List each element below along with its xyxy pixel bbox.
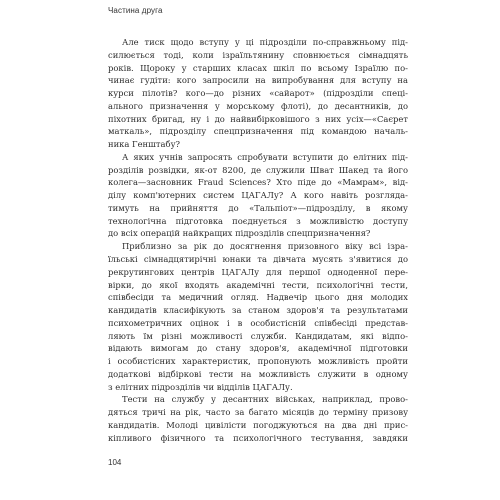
text-line: кандидатів класифікують за станом здоров'я та результатами [108, 305, 408, 316]
text-line: ділу комп'ютерних систем ЦАГАЛу? А кого навіть розгляда- [108, 190, 408, 201]
text-line: маткаль», підрозділу спецпризначення під командою началь- [108, 126, 408, 137]
text-line: А яких учнів запросять спробувати вступити до елітних під- [122, 151, 408, 162]
text-line: вірки, до якої входять академічні тести, психологічні тести, [108, 279, 408, 290]
text-line: колега—засновник Fraud Sciences? Хто піде до «Мамрам», від- [108, 177, 408, 188]
text-line: додаткові відбіркові тести на можливість служити в одному [108, 368, 408, 379]
text-line: піхотних бригад, ну і до найвибірковішого з них усіх—«Саєрет [108, 113, 408, 124]
text-line: курси пілотів? кого—до різних «сайарот» (підрозділи спеці- [108, 88, 408, 99]
text-line: ального призначення у морському флоті), до десантників, до [108, 100, 408, 111]
text-line: кандидатів. Молоді цивілісти погоджуються на два дні прис- [108, 419, 408, 430]
paragraph-1 [108, 36, 408, 151]
text-line: рекрутингових центрів ЦАГАЛу для першої одноденної пере- [108, 266, 408, 277]
running-head: Частина друга [108, 6, 163, 15]
text-line: дяться тричі на рік, часто за багато місяців до терміну призову [108, 407, 408, 418]
text-line: ляють їм різні можливості служби. Кандидатам, які відпо- [108, 330, 408, 341]
paragraph-4 [108, 393, 408, 444]
text-line: Тести на службу у десантних військах, наприклад, прово- [122, 394, 408, 405]
text-line: Але тиск щодо вступу у ці підрозділи по-справжньому під- [122, 37, 408, 47]
body-text [108, 36, 408, 445]
page-number: 104 [108, 458, 122, 467]
text-line: кіпливого фізичного та психологічного тестування, завдяки [108, 432, 408, 443]
text-line: років. Щороку у старших класах шкіл по всьому Ізраїлю по- [108, 62, 408, 73]
text-line: з елітних підрозділів чи відділів ЦАГАЛу. [108, 381, 293, 392]
text-line: і особистісних характеристик, пропонують можливість пройти [108, 356, 408, 367]
text-line: розділів розвідки, як-от 8200, де служили Шват Шакед та його [108, 164, 408, 175]
text-line: технологічна підготовка поєднується з можливістю доступу [108, 215, 408, 226]
text-line: Приблизно за рік до досягнення призовного віку всі ізра- [122, 241, 408, 252]
text-line: ника Генштабу? [108, 139, 181, 150]
text-line: до всіх операцій найкращих підрозділів спецпризначення? [108, 228, 371, 239]
paragraph-2 [108, 151, 408, 240]
text-line: силюється тоді, коли ізраїльтянину сповнюється сімнадцять [108, 49, 408, 60]
text-line: чинає гудіти: кого запросили на випробування для вступу на [108, 75, 408, 86]
paragraph-3 [108, 240, 408, 393]
text-line: психометричних оцінок і в особистісній співбесіді представ- [108, 317, 408, 328]
text-line: їльські сімнадцятирічні юнаки та дівчата мусять з'явитися до [108, 254, 408, 265]
text-line: співбесіди та медичний огляд. Надвечір цього дня молодих [108, 292, 408, 303]
text-line: тимуть на прийняття до «Тальпіот»—підрозділу, в якому [108, 202, 408, 213]
text-line: відають вимогам до стану здоров'я, академічної підготовки [108, 343, 408, 354]
